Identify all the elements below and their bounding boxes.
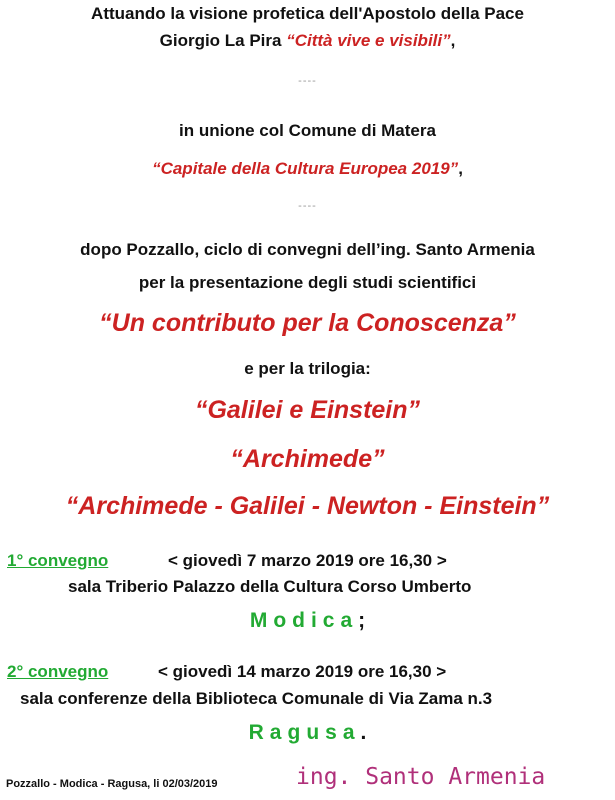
convention-1-when: < giovedì 7 marzo 2019 ore 16,30 >	[168, 551, 447, 570]
matera-quote: “Capitale della Cultura Europea 2019”	[152, 159, 459, 178]
intro-line-1: Attuando la visione profetica dell'Apostolo della Pace	[91, 4, 524, 23]
convention-1-city: Modica	[249, 609, 359, 632]
intro-line-2-prefix: Giorgio La Pira	[159, 31, 287, 50]
trilogy-title-1: “Galilei e Einstein”	[194, 396, 421, 424]
convention-2-city-line	[0, 721, 615, 745]
intro-line-4	[0, 159, 615, 179]
intro-line-6: per la presentazione degli studi scientifici	[138, 273, 477, 292]
convention-1-label: 1° convegno	[7, 551, 109, 570]
convention-2-venue: sala conferenze della Biblioteca Comunale di Via Zama n.3	[20, 689, 493, 708]
main-title: “Un contributo per la Conoscenza”	[99, 309, 516, 337]
separator-1: ----	[298, 75, 317, 87]
separator-2: ----	[298, 200, 317, 212]
intro-line-4-suffix: ,	[458, 159, 463, 178]
trilogy-title-3: “Archimede - Galilei - Newton - Einstein”	[65, 492, 550, 520]
convention-1-venue: sala Triberio Palazzo della Cultura Corso Umberto	[68, 577, 472, 596]
convention-2-city-suffix: .	[360, 721, 367, 744]
convention-2-when: < giovedì 14 marzo 2019 ore 16,30 >	[158, 662, 447, 681]
trilogy-connector: e per la trilogia:	[244, 359, 371, 378]
trilogy-title-2: “Archimede”	[230, 445, 385, 473]
convention-2-city: Ragusa	[248, 721, 361, 744]
signature: ing. Santo Armenia	[296, 764, 546, 790]
convention-2-label: 2° convegno	[7, 662, 109, 681]
intro-line-2	[0, 31, 615, 51]
convention-1-city-suffix: ;	[358, 609, 366, 632]
lapira-quote: “Città vive e visibili”	[286, 31, 451, 50]
intro-line-5: dopo Pozzallo, ciclo di convegni dell’ing. Santo Armenia	[80, 240, 535, 259]
convention-1-city-line	[0, 609, 615, 633]
footer-place-date: Pozzallo - Modica - Ragusa, li 02/03/2019	[6, 778, 218, 790]
intro-line-2-suffix: ,	[450, 31, 456, 50]
intro-line-3: in unione col Comune di Matera	[179, 121, 436, 140]
